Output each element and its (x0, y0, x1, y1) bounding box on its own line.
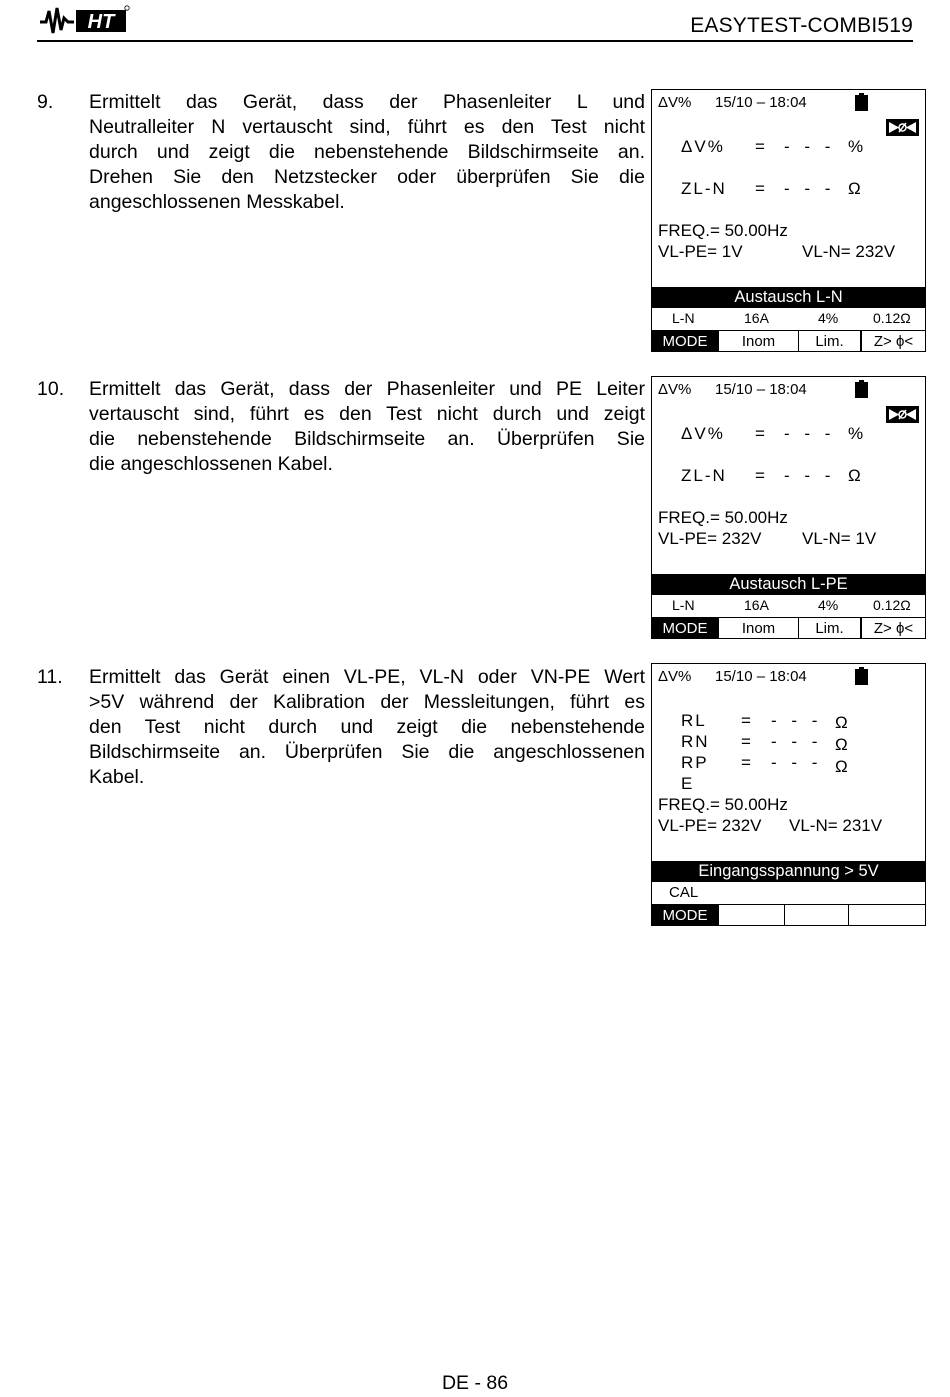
softkey-2[interactable] (718, 905, 784, 926)
battery-icon (855, 667, 868, 685)
vln-readout: VL-N= 1V (802, 529, 877, 548)
battery-icon (855, 93, 868, 111)
ht-logo (38, 4, 130, 36)
softkey-mode[interactable]: MODE (652, 331, 718, 352)
softkey-4[interactable] (848, 905, 925, 926)
item-10-number: 10. (37, 378, 65, 400)
item-9-text: Ermittelt das Gerät, dass der Phasenleiter L und Neutralleiter N vertauscht sind, führt es den Test nicht durch und zeigt die nebenstehende Bildschirmseite an. Drehen Sie den Netzstecker oder überprüfen Sie die angeschlossenen Messkabel. (89, 91, 645, 213)
voltage-readout (658, 242, 921, 262)
softkey-z-phi[interactable]: Z> ϕ< (860, 331, 925, 352)
softkey-inom[interactable]: Inom (718, 618, 798, 639)
item-9-number: 9. (37, 91, 54, 113)
frequency-readout: FREQ.= 50.00Hz (658, 795, 788, 814)
vln-readout: VL-N= 232V (802, 242, 896, 261)
datetime: 15/10 – 18:04 (715, 94, 807, 111)
instrument-screen-10: ΔV% 15/10 – 18:04 ΔV% = - - - % ZL-N = - - - Ω FREQ.= 50.00Hz VL-PE= 232V VL-N= 1V Austausch L-PE L-N 16A 4% 0.12Ω MODE Inom Lim. Z> ϕ< (651, 376, 926, 639)
screen-status-line (658, 668, 807, 685)
instrument-screen-9: ΔV% 15/10 – 18:04 ΔV% = - - - % ZL-N = - - - Ω FREQ.= 50.00Hz VL-PE= 1V VL-N= 232V Austausch L-N L-N 16A 4% 0.12Ω MODE Inom Lim. Z> ϕ< (651, 89, 926, 352)
mode-tag: ΔV% (658, 381, 692, 398)
mode-tag: ΔV% (658, 668, 692, 685)
error-message-bar: Austausch L-PE (652, 574, 925, 595)
softkey-mode[interactable]: MODE (652, 905, 718, 926)
softkey-row (652, 330, 925, 352)
softkey-3[interactable] (784, 905, 848, 926)
parameter-row: CAL (669, 884, 699, 901)
page-number: DE - 86 (441, 1372, 509, 1394)
softkey-z-phi[interactable]: Z> ϕ< (860, 618, 925, 639)
vlpe-readout: VL-PE= 1V (658, 242, 743, 261)
vln-readout: VL-N= 231V (789, 816, 883, 835)
frequency-readout: FREQ.= 50.00Hz (658, 508, 788, 527)
softkey-lim[interactable]: Lim. (798, 618, 860, 639)
voltage-readout (658, 529, 921, 549)
item-11-text: Ermittelt das Gerät einen VL-PE, VL-N oder VN-PE Wert >5V während der Kalibration der Messleitungen, führt es den Test nicht durch und zeigt die nebenstehende Bildschirmseite an. Überprüfen Sie die angeschlossenen Kabel. (89, 666, 645, 788)
item-10-text: Ermittelt das Gerät, dass der Phasenleiter und PE Leiter vertauscht sind, führt es den Test nicht durch und zeigt die nebenstehende Bildschirmseite an. Überprüfen Sie die angeschlossenen Kabel. (89, 378, 645, 475)
error-message-bar: Eingangsspannung > 5V (652, 861, 925, 882)
voltage-readout (658, 816, 921, 836)
parameter-row: L-N 16A 4% 0.12Ω (672, 597, 911, 613)
battery-icon (855, 380, 868, 398)
reversed-plug-icon (886, 406, 919, 423)
instrument-screen-11: ΔV% 15/10 – 18:04 RL = - - - Ω RN = - - - Ω RP = - - - Ω E FREQ.= 50.00Hz VL-PE= 232V VL-N= 231V Eingangsspannung > 5V CAL MODE (651, 663, 926, 926)
screen-status-line (658, 94, 807, 111)
item-11-number: 11. (37, 666, 63, 688)
mode-tag: ΔV% (658, 94, 692, 111)
datetime: 15/10 – 18:04 (715, 381, 807, 398)
frequency-readout: FREQ.= 50.00Hz (658, 221, 788, 240)
softkey-row (652, 904, 925, 926)
error-message-bar: Austausch L-N (652, 287, 925, 308)
document-title: EASYTEST-COMBI519 (690, 14, 913, 37)
softkey-lim[interactable]: Lim. (798, 331, 860, 352)
vlpe-readout: VL-PE= 232V (658, 529, 762, 548)
vlpe-readout: VL-PE= 232V (658, 816, 762, 835)
screen-status-line (658, 381, 807, 398)
softkey-mode[interactable]: MODE (652, 618, 718, 639)
reversed-plug-icon (886, 119, 919, 136)
parameter-row: L-N 16A 4% 0.12Ω (672, 310, 911, 326)
softkey-inom[interactable]: Inom (718, 331, 798, 352)
header-rule (37, 40, 913, 42)
logo-text: HT (87, 11, 115, 33)
datetime: 15/10 – 18:04 (715, 668, 807, 685)
softkey-row (652, 617, 925, 639)
